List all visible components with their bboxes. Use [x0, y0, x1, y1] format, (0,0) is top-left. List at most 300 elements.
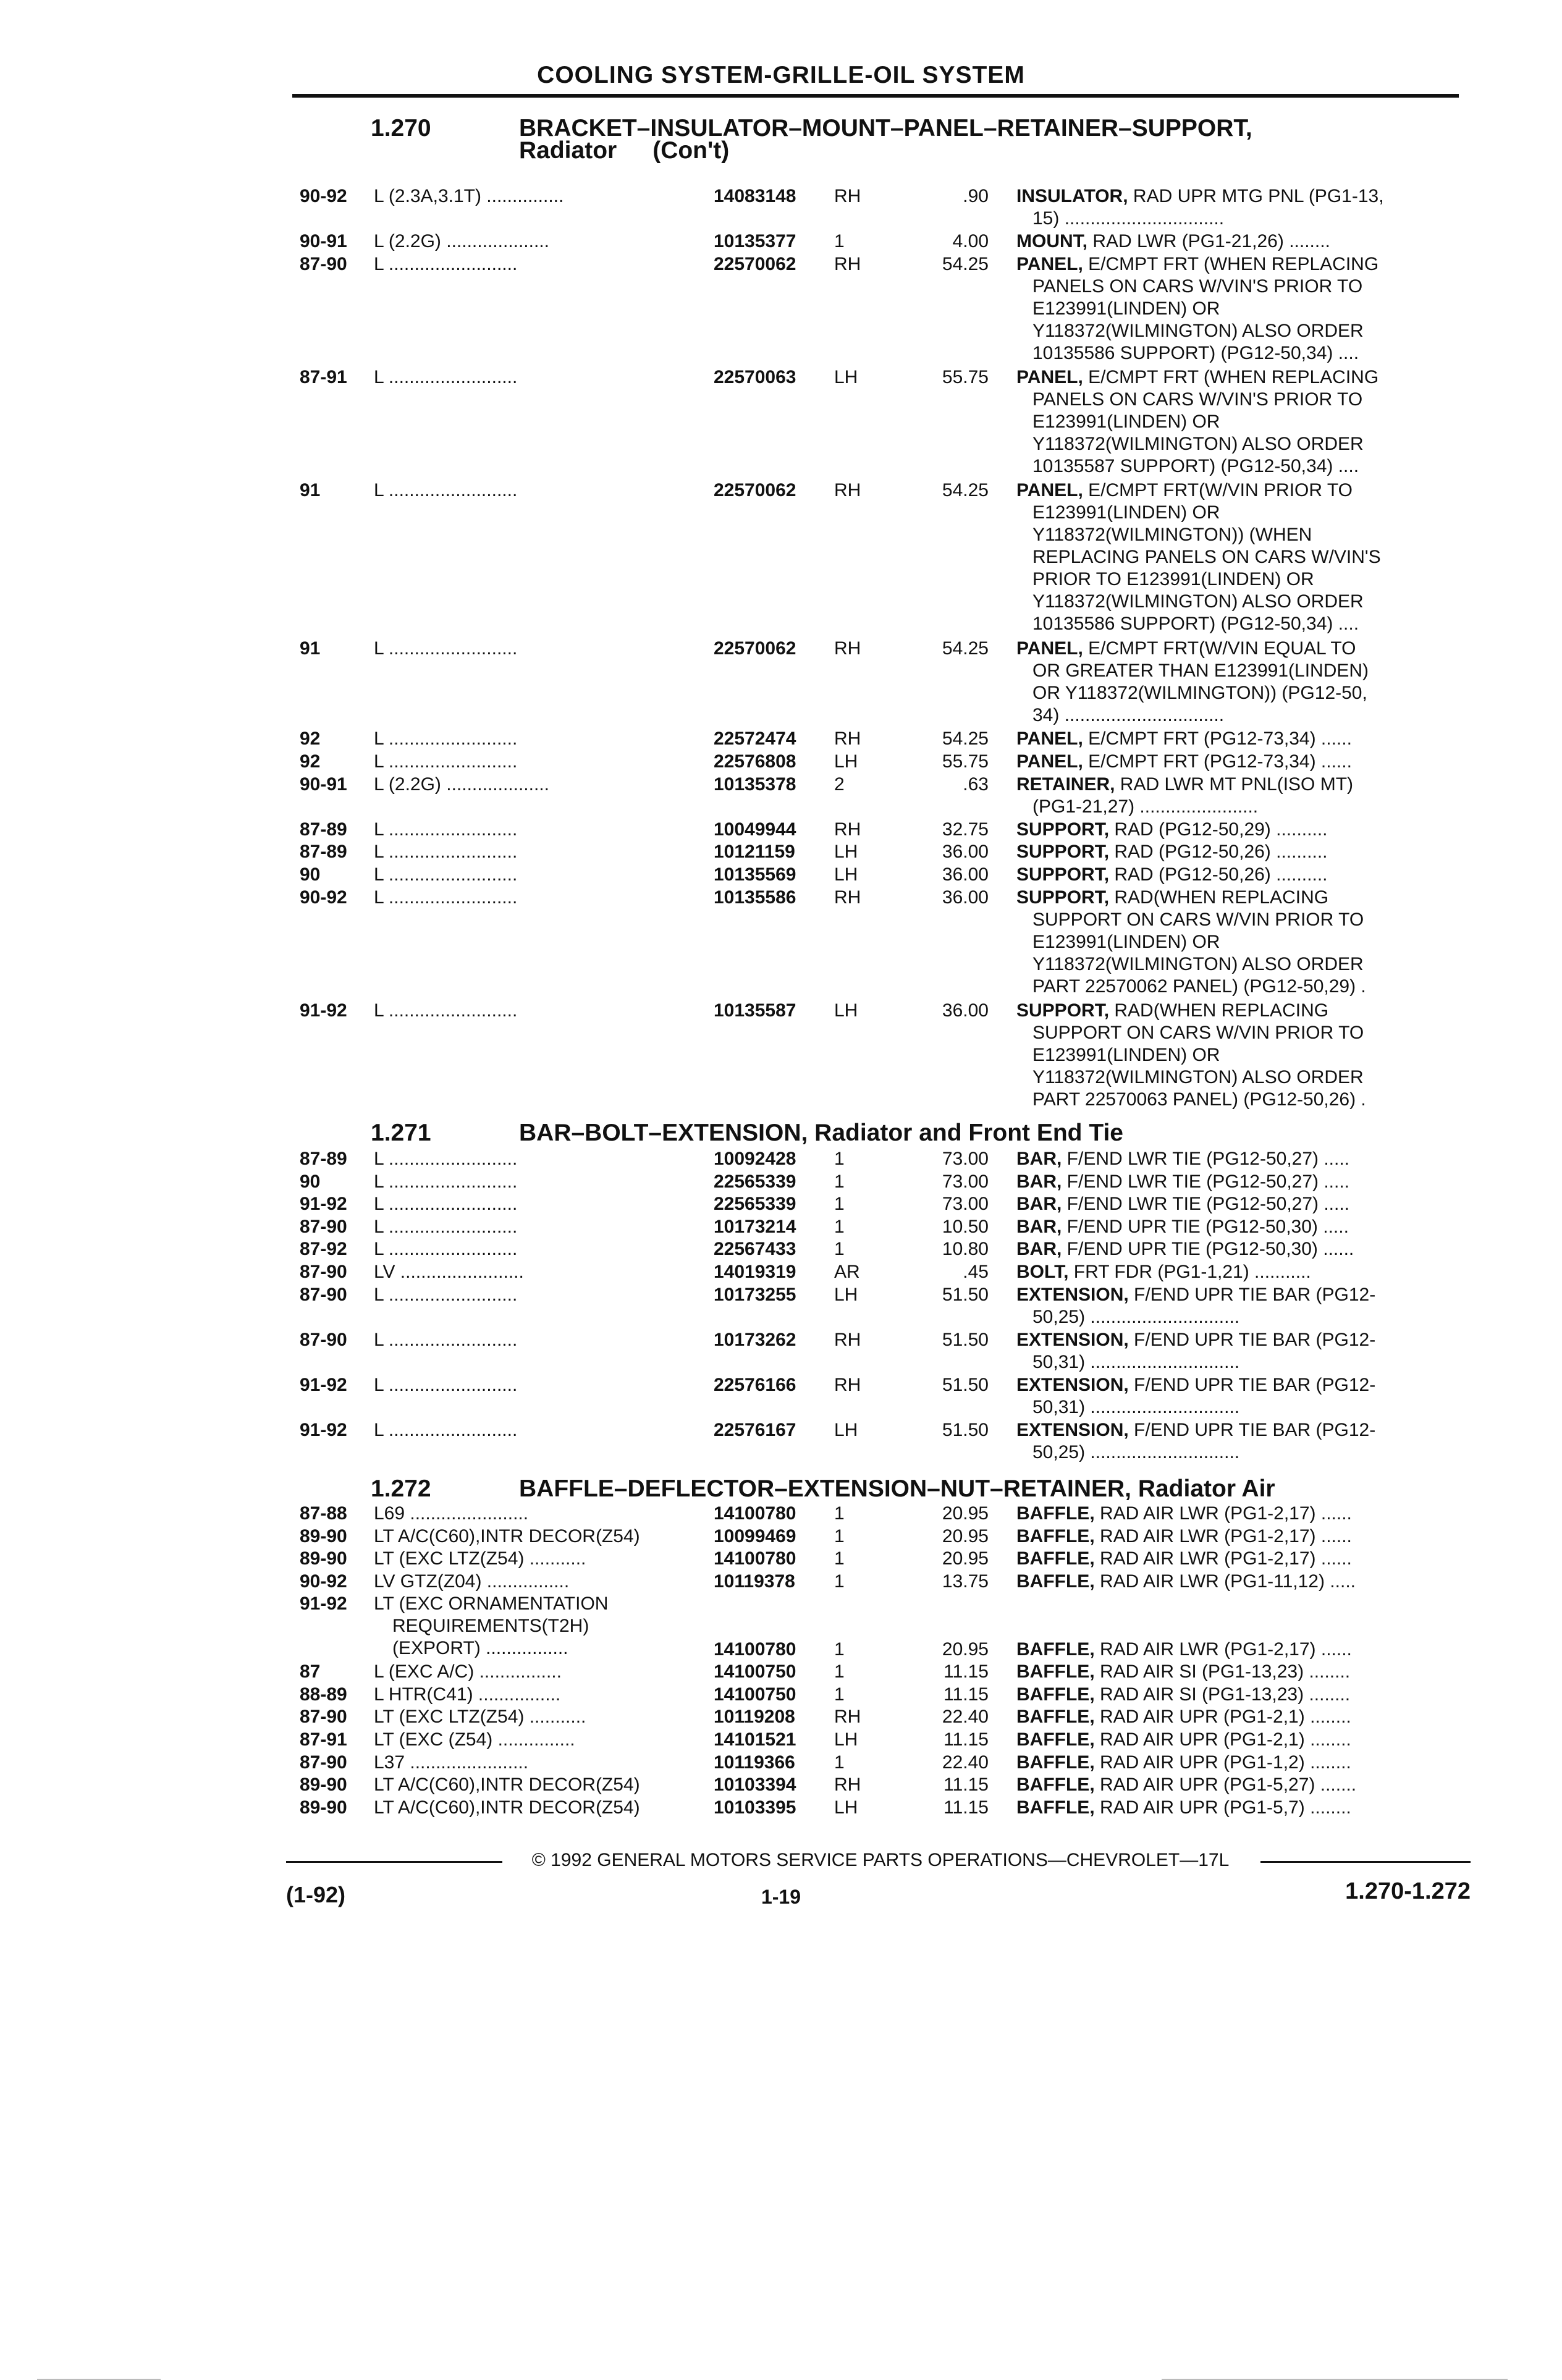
usage-code: [374, 1774, 701, 1796]
description-keyword: EXTENSION,: [1016, 1375, 1129, 1395]
price: 55.75: [942, 366, 989, 387]
description-text: RAD (PG12-50,26) ..........: [1109, 842, 1328, 863]
model-year: 87-90: [300, 1707, 347, 1728]
description-text: PRIOR TO E123991(LINDEN) OR: [1032, 568, 1314, 589]
part-description: [1016, 1193, 1461, 1215]
description-line: [1016, 1306, 1461, 1328]
description-line: [1016, 320, 1461, 342]
usage-code: [374, 1729, 701, 1751]
description-line: [1016, 568, 1461, 591]
model-year: 90-92: [300, 186, 347, 206]
model-year: 92: [300, 728, 321, 749]
description-text: RAD AIR SI (PG1-13,23) ........: [1094, 1661, 1351, 1682]
description-line: [1016, 1684, 1461, 1706]
description-text: F/END LWR TIE (PG12-50,27) .....: [1062, 1194, 1350, 1215]
description-line: [1016, 1661, 1461, 1683]
description-text: RAD (PG12-50,29) ..........: [1109, 819, 1328, 840]
description-line: [1016, 479, 1461, 502]
model-year: 91: [300, 638, 321, 659]
usage-code: [374, 751, 701, 773]
section-title: [371, 116, 1483, 166]
description-keyword: BAR,: [1016, 1149, 1062, 1169]
price: 55.75: [942, 751, 989, 772]
description-keyword: SUPPORT,: [1016, 842, 1110, 863]
description-line: [1016, 1238, 1461, 1260]
description-keyword: EXTENSION,: [1016, 1420, 1129, 1441]
model-year: 87-91: [300, 366, 347, 387]
description-line: [1016, 1022, 1461, 1044]
part-description: [1016, 1797, 1461, 1819]
part-description: [1016, 1503, 1461, 1525]
description-line: [1016, 751, 1461, 773]
part-description: [1016, 1171, 1461, 1193]
model-year: 90-92: [300, 1571, 347, 1592]
quantity: 1: [834, 1239, 845, 1260]
header-rule: [292, 94, 1459, 98]
usage-code-line: L .........................: [374, 728, 518, 749]
usage-code: [374, 1148, 701, 1170]
quantity: RH: [834, 1774, 861, 1796]
part-number: 14100750: [714, 1661, 796, 1682]
description-line: [1016, 502, 1461, 524]
part-description: [1016, 1752, 1461, 1774]
description-line: [1016, 1089, 1461, 1111]
quantity: RH: [834, 819, 861, 840]
part-description: [1016, 1284, 1461, 1328]
description-line: [1016, 887, 1461, 909]
part-number: 14019319: [714, 1262, 796, 1282]
description-text: Y118372(WILMINGTON) ALSO ORDER: [1032, 320, 1364, 341]
quantity: 1: [834, 1171, 845, 1192]
usage-code: [374, 1261, 701, 1283]
usage-code-line: LT A/C(C60),INTR DECOR(Z54): [374, 1797, 640, 1818]
description-text: SUPPORT ON CARS W/VIN PRIOR TO: [1032, 1022, 1364, 1043]
price: 54.25: [942, 253, 989, 274]
description-text: OR GREATER THAN E123991(LINDEN): [1032, 660, 1369, 681]
quantity: RH: [834, 186, 861, 206]
part-description: [1016, 1000, 1461, 1111]
usage-code: [374, 841, 701, 863]
model-year: 90-92: [300, 887, 347, 908]
usage-code: [374, 1797, 701, 1819]
description-keyword: SUPPORT,: [1016, 887, 1110, 908]
description-text: RAD AIR UPR (PG1-5,7) ........: [1094, 1797, 1351, 1818]
quantity: 1: [834, 1149, 845, 1169]
usage-code: [374, 1752, 701, 1774]
description-line: [1016, 1752, 1461, 1774]
part-description: [1016, 864, 1461, 886]
description-text: Y118372(WILMINGTON) ALSO ORDER: [1032, 953, 1364, 974]
part-description: [1016, 1639, 1461, 1661]
part-number: 10121159: [714, 842, 795, 863]
description-line: [1016, 1396, 1461, 1419]
section-continued-label: (Con't): [652, 137, 730, 164]
part-description: [1016, 841, 1461, 863]
page-header-title: COOLING SYSTEM-GRILLE-OIL SYSTEM: [537, 62, 1025, 88]
part-description: [1016, 1148, 1461, 1170]
description-keyword: BAFFLE,: [1016, 1548, 1095, 1569]
part-description: [1016, 366, 1461, 478]
description-line: [1016, 366, 1461, 389]
description-text: E/CMPT FRT(W/VIN EQUAL TO: [1083, 638, 1356, 659]
part-number: 10135377: [714, 231, 796, 252]
description-line: [1016, 208, 1461, 230]
usage-code-line: LT (EXC ORNAMENTATION: [374, 1593, 609, 1614]
usage-code: [374, 864, 701, 886]
usage-code: [374, 819, 701, 841]
model-year: 87-91: [300, 1729, 347, 1750]
model-year: 88-89: [300, 1684, 347, 1705]
usage-code: [374, 887, 701, 909]
description-text: E/CMPT FRT (WHEN REPLACING: [1083, 366, 1379, 387]
model-year: 89-90: [300, 1548, 347, 1569]
description-line: [1016, 591, 1461, 613]
quantity: 1: [834, 1194, 845, 1215]
quantity: 1: [834, 1661, 845, 1682]
description-line: [1016, 1066, 1461, 1089]
footer-copyright: © 1992 GENERAL MOTORS SERVICE PARTS OPERATIONS—CHEVROLET—17L: [531, 1850, 1230, 1870]
description-text: RAD (PG12-50,26) ..........: [1109, 864, 1328, 885]
description-keyword: PANEL,: [1016, 253, 1083, 274]
part-description: [1016, 1261, 1461, 1283]
description-text: 15) ...............................: [1032, 208, 1225, 229]
description-line: [1016, 1374, 1461, 1396]
usage-code: [374, 1000, 701, 1022]
usage-code: [374, 1706, 701, 1728]
description-text: Y118372(WILMINGTON)) (WHEN: [1032, 524, 1312, 545]
model-year: 87-90: [300, 1262, 347, 1282]
description-text: E123991(LINDEN) OR: [1032, 1044, 1220, 1065]
description-line: [1016, 1044, 1461, 1066]
description-text: F/END UPR TIE BAR (PG12-: [1128, 1420, 1376, 1441]
description-text: RAD LWR (PG1-21,26) ........: [1087, 231, 1330, 252]
description-keyword: BAR,: [1016, 1216, 1062, 1237]
description-text: RAD AIR LWR (PG1-2,17) ......: [1094, 1525, 1352, 1547]
model-year: 87-90: [300, 1752, 347, 1773]
part-description: [1016, 185, 1461, 230]
usage-code-line: L .........................: [374, 842, 518, 863]
part-description: [1016, 1661, 1461, 1683]
part-number: 10092428: [714, 1149, 796, 1169]
price: 73.00: [942, 1149, 989, 1169]
description-line: [1016, 546, 1461, 568]
price: .63: [963, 774, 989, 795]
description-text: RAD UPR MTG PNL (PG1-13,: [1128, 186, 1384, 206]
usage-code-line: L .........................: [374, 1239, 518, 1260]
usage-code: [374, 366, 701, 389]
price: 11.15: [944, 1774, 989, 1796]
part-number: 14101521: [714, 1729, 796, 1750]
part-description: [1016, 819, 1461, 841]
description-keyword: PANEL,: [1016, 751, 1083, 772]
description-line: [1016, 1261, 1461, 1283]
description-keyword: PANEL,: [1016, 366, 1083, 387]
part-number: 22567433: [714, 1239, 796, 1260]
model-year: 87-89: [300, 1149, 347, 1169]
section-subname: [519, 138, 729, 162]
usage-code-line: LV GTZ(Z04) ................: [374, 1571, 570, 1592]
description-keyword: BAFFLE,: [1016, 1707, 1095, 1728]
description-text: RAD AIR SI (PG1-13,23) ........: [1094, 1684, 1351, 1705]
usage-code: [374, 1238, 701, 1260]
description-keyword: BAFFLE,: [1016, 1503, 1095, 1524]
price: 36.00: [942, 887, 989, 908]
model-year: 91-92: [300, 1420, 347, 1441]
usage-code: [374, 1193, 701, 1215]
part-description: [1016, 1684, 1461, 1706]
usage-code-line: L .........................: [374, 1171, 518, 1192]
description-line: [1016, 1148, 1461, 1170]
part-number: 10119208: [714, 1707, 795, 1728]
price: 51.50: [942, 1284, 989, 1305]
price: 20.95: [942, 1503, 989, 1524]
description-text: RAD(WHEN REPLACING: [1109, 887, 1329, 908]
description-text: 50,25) .............................: [1032, 1442, 1240, 1463]
description-text: F/END LWR TIE (PG12-50,27) .....: [1062, 1171, 1350, 1192]
description-line: [1016, 253, 1461, 276]
description-text: F/END UPR TIE BAR (PG12-: [1128, 1375, 1376, 1395]
usage-code: [374, 1284, 701, 1306]
usage-code-line: L37 .......................: [374, 1752, 529, 1773]
description-keyword: PANEL,: [1016, 479, 1083, 500]
description-line: [1016, 819, 1461, 841]
price: 10.50: [942, 1216, 989, 1237]
usage-code: [374, 774, 701, 796]
description-text: PART 22570062 PANEL) (PG12-50,29) .: [1032, 976, 1366, 997]
usage-code-line: L .........................: [374, 1000, 518, 1021]
usage-code: [374, 1329, 701, 1351]
description-line: [1016, 185, 1461, 208]
quantity: 2: [834, 774, 845, 795]
quantity: 1: [834, 1571, 845, 1592]
part-description: [1016, 751, 1461, 773]
description-text: RAD AIR LWR (PG1-2,17) ......: [1094, 1548, 1352, 1569]
description-text: E/CMPT FRT (PG12-73,34) ......: [1083, 751, 1352, 772]
usage-code-line: LT (EXC LTZ(Z54) ...........: [374, 1548, 586, 1569]
price: 11.15: [944, 1729, 989, 1750]
description-line: [1016, 298, 1461, 320]
part-number: 10135586: [714, 887, 796, 908]
description-line: [1016, 1729, 1461, 1751]
usage-code: [374, 185, 701, 208]
model-year: 90-91: [300, 774, 347, 795]
price: 20.95: [942, 1525, 989, 1547]
model-year: 87: [300, 1661, 321, 1682]
usage-code: [374, 253, 701, 276]
quantity: 1: [834, 1684, 845, 1705]
price: 11.15: [944, 1797, 989, 1818]
usage-code-line: L .........................: [374, 1329, 518, 1350]
part-description: [1016, 1238, 1461, 1260]
description-text: F/END UPR TIE BAR (PG12-: [1128, 1329, 1376, 1350]
description-text: RAD AIR LWR (PG1-11,12) .....: [1094, 1571, 1356, 1592]
description-text: RAD AIR UPR (PG1-2,1) ........: [1094, 1729, 1351, 1750]
section-name: BAFFLE–DEFLECTOR–EXTENSION–NUT–RETAINER, Radiator Air: [519, 1475, 1275, 1502]
description-line: [1016, 660, 1461, 682]
description-text: 10135587 SUPPORT) (PG12-50,34) ....: [1032, 455, 1359, 476]
model-year: 90: [300, 864, 321, 885]
part-description: [1016, 479, 1461, 635]
model-year: 92: [300, 751, 321, 772]
price: 13.75: [942, 1571, 989, 1592]
part-number: 22576167: [714, 1420, 796, 1441]
description-text: F/END UPR TIE BAR (PG12-: [1128, 1284, 1376, 1305]
part-number: 14083148: [714, 186, 796, 206]
description-keyword: EXTENSION,: [1016, 1284, 1129, 1305]
description-line: [1016, 613, 1461, 635]
description-keyword: BAFFLE,: [1016, 1729, 1095, 1750]
part-description: [1016, 230, 1461, 253]
description-line: [1016, 1000, 1461, 1022]
description-line: [1016, 1329, 1461, 1351]
description-keyword: SUPPORT,: [1016, 1000, 1110, 1021]
description-keyword: BAFFLE,: [1016, 1639, 1095, 1660]
quantity: 1: [834, 1548, 845, 1569]
price: 73.00: [942, 1171, 989, 1192]
description-keyword: SUPPORT,: [1016, 864, 1110, 885]
usage-code-line: (EXPORT) ................: [392, 1638, 568, 1659]
usage-code-line: L .........................: [374, 819, 518, 840]
description-line: [1016, 1548, 1461, 1570]
part-number: 14100750: [714, 1684, 796, 1705]
usage-code-line: L .........................: [374, 253, 518, 274]
model-year: 87-89: [300, 842, 347, 863]
description-text: E/CMPT FRT (WHEN REPLACING: [1083, 253, 1379, 274]
part-number: 10103394: [714, 1774, 796, 1796]
description-line: [1016, 682, 1461, 704]
part-description: [1016, 774, 1461, 818]
usage-code-line: L .........................: [374, 1216, 518, 1237]
usage-code-line: L (2.3A,3.1T) ...............: [374, 186, 564, 206]
quantity: 1: [834, 1525, 845, 1547]
quantity: AR: [834, 1262, 860, 1282]
price: 36.00: [942, 1000, 989, 1021]
price: 22.40: [942, 1707, 989, 1728]
usage-code-line: L .........................: [374, 638, 518, 659]
footer-section-range: 1.270-1.272: [1345, 1878, 1471, 1904]
quantity: LH: [834, 751, 858, 772]
description-text: REPLACING PANELS ON CARS W/VIN'S: [1032, 546, 1381, 567]
description-text: 50,31) .............................: [1032, 1351, 1240, 1372]
usage-code: [374, 1419, 701, 1441]
description-text: RAD AIR LWR (PG1-2,17) ......: [1094, 1639, 1352, 1660]
description-line: [1016, 455, 1461, 478]
description-line: [1016, 774, 1461, 796]
part-number: 10049944: [714, 819, 796, 840]
description-keyword: RETAINER,: [1016, 774, 1115, 795]
usage-code: [374, 1684, 701, 1706]
usage-code: [374, 1661, 701, 1683]
description-text: 50,25) .............................: [1032, 1306, 1240, 1327]
quantity: RH: [834, 1375, 861, 1395]
part-description: [1016, 253, 1461, 365]
price: .90: [963, 186, 989, 206]
description-line: [1016, 389, 1461, 411]
part-description: [1016, 1548, 1461, 1570]
part-number: 22576808: [714, 751, 796, 772]
description-line: [1016, 638, 1461, 660]
description-text: OR Y118372(WILMINGTON)) (PG12-50,: [1032, 683, 1367, 703]
quantity: 1: [834, 1216, 845, 1237]
part-number: 10119378: [714, 1571, 795, 1592]
model-year: 91-92: [300, 1194, 347, 1215]
quantity: LH: [834, 864, 858, 885]
part-description: [1016, 638, 1461, 727]
usage-code: [374, 1216, 701, 1238]
part-number: 22572474: [714, 728, 796, 749]
description-keyword: BAFFLE,: [1016, 1774, 1095, 1796]
quantity: RH: [834, 638, 861, 659]
usage-code-line: L69 .......................: [374, 1503, 529, 1524]
part-description: [1016, 887, 1461, 998]
description-line: [1016, 1639, 1461, 1661]
footer-page-number: 1-19: [761, 1886, 801, 1908]
part-description: [1016, 1706, 1461, 1728]
part-number: 10119366: [714, 1752, 795, 1773]
description-keyword: SUPPORT,: [1016, 819, 1110, 840]
model-year: 89-90: [300, 1774, 347, 1796]
quantity: 1: [834, 231, 845, 252]
price: 22.40: [942, 1752, 989, 1773]
description-line: [1016, 841, 1461, 863]
part-number: 22565339: [714, 1171, 796, 1192]
model-year: 91-92: [300, 1593, 347, 1614]
part-number: 14100780: [714, 1503, 796, 1524]
part-description: [1016, 1419, 1461, 1464]
description-keyword: BAR,: [1016, 1194, 1062, 1215]
description-text: F/END UPR TIE (PG12-50,30) .....: [1062, 1216, 1349, 1237]
quantity: LH: [834, 842, 858, 863]
price: 4.00: [952, 231, 989, 252]
description-keyword: BAFFLE,: [1016, 1525, 1095, 1547]
description-line: [1016, 796, 1461, 818]
description-line: [1016, 1571, 1461, 1593]
model-year: 87-92: [300, 1239, 347, 1260]
model-year: 87-88: [300, 1503, 347, 1524]
model-year: 90-91: [300, 231, 347, 252]
description-line: [1016, 342, 1461, 365]
usage-code-line: L .........................: [374, 887, 518, 908]
part-number: 22570063: [714, 366, 796, 387]
usage-code-line: LT (EXC (Z54) ...............: [374, 1729, 575, 1750]
usage-code: [374, 230, 701, 253]
description-text: E123991(LINDEN) OR: [1032, 411, 1220, 432]
part-number: 22576166: [714, 1375, 796, 1395]
quantity: 1: [834, 1752, 845, 1773]
quantity: LH: [834, 1420, 858, 1441]
price: .45: [963, 1262, 989, 1282]
quantity: LH: [834, 1284, 858, 1305]
description-keyword: BAFFLE,: [1016, 1684, 1095, 1705]
usage-code-line: L .........................: [374, 751, 518, 772]
description-text: E/CMPT FRT (PG12-73,34) ......: [1083, 728, 1352, 749]
model-year: 91-92: [300, 1000, 347, 1021]
usage-code-line: L (EXC A/C) ................: [374, 1661, 562, 1682]
description-keyword: BAFFLE,: [1016, 1571, 1095, 1592]
description-line: [1016, 230, 1461, 253]
usage-code-line: L .........................: [374, 366, 518, 387]
usage-code-line: L .........................: [374, 479, 518, 500]
description-text: 34) ...............................: [1032, 705, 1225, 725]
quantity: LH: [834, 1729, 858, 1750]
description-text: F/END UPR TIE (PG12-50,30) ......: [1062, 1239, 1354, 1260]
usage-code: [374, 728, 701, 750]
usage-code-line: L .........................: [374, 1420, 518, 1441]
description-text: Y118372(WILMINGTON) ALSO ORDER: [1032, 1066, 1364, 1087]
model-year: 91-92: [300, 1375, 347, 1395]
part-description: [1016, 728, 1461, 750]
model-year: 87-90: [300, 1329, 347, 1350]
